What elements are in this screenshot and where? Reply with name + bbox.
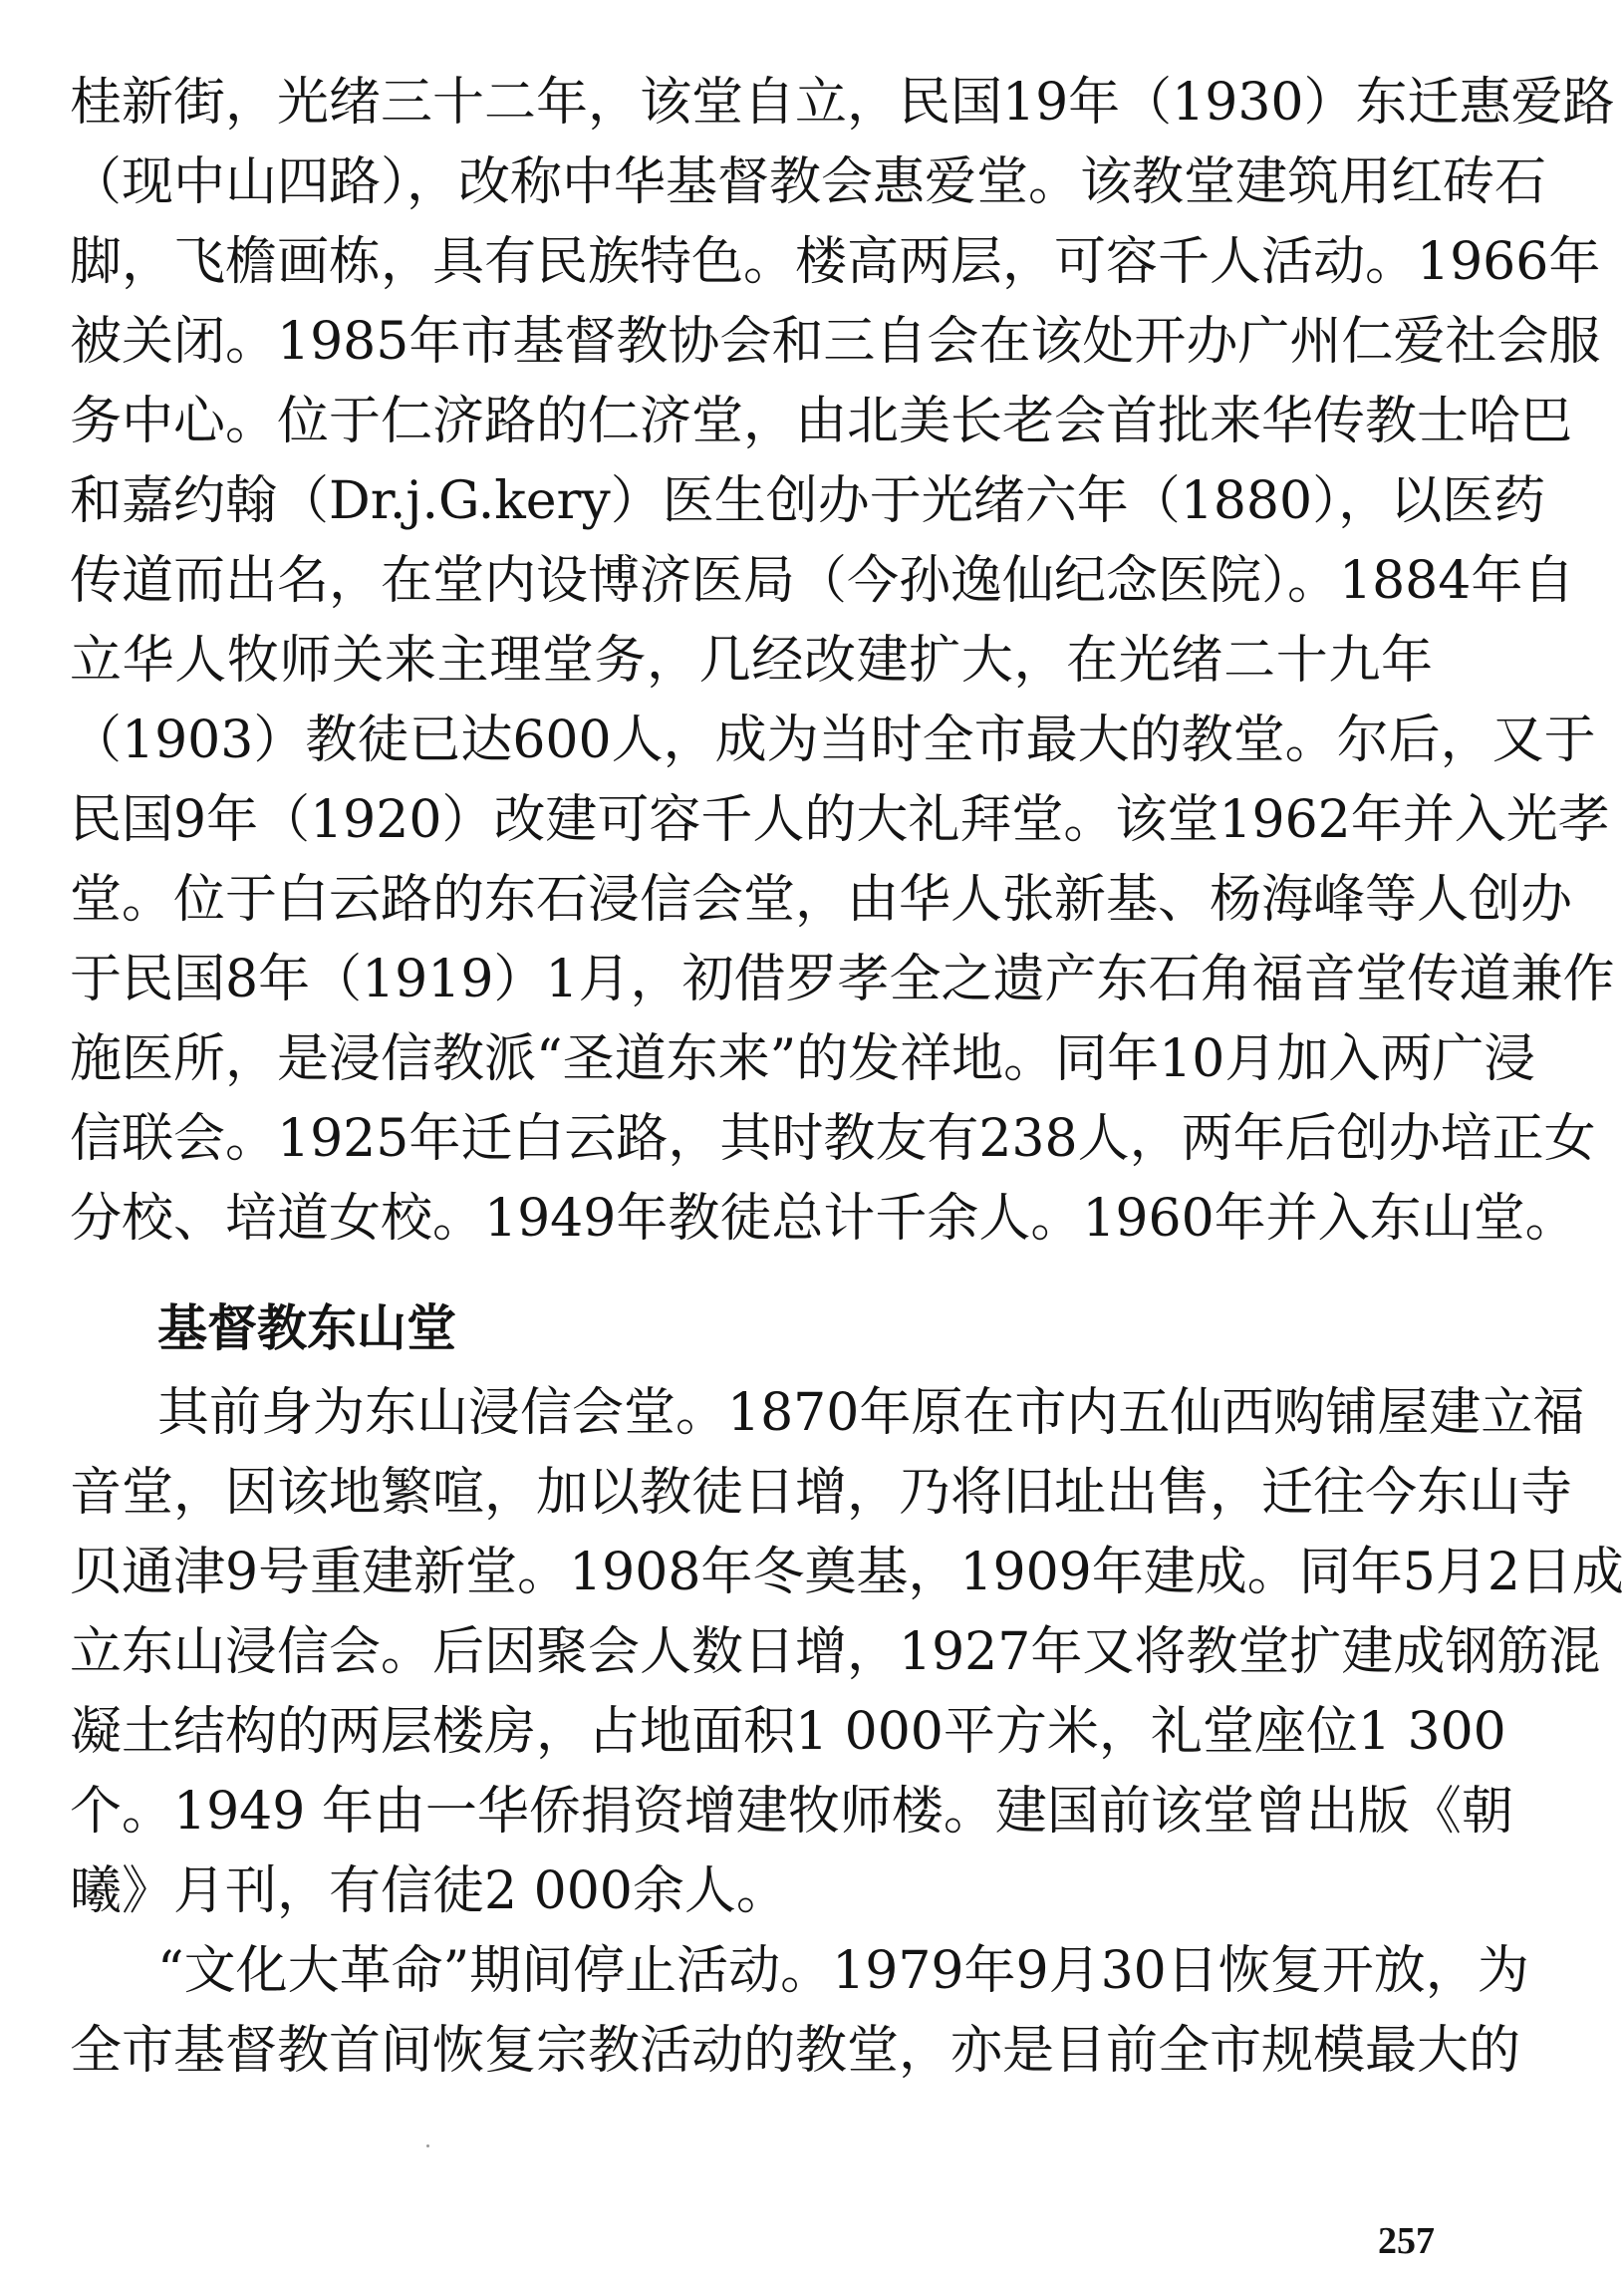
text-line: （现中山四路），改称中华基督教会惠爱堂。该教堂建筑用红砖石 [70, 152, 1547, 212]
text-line: 堂。位于白云路的东石浸信会堂，由华人张新基、杨海峰等人创办 [70, 870, 1573, 930]
text-line: 民国9年（1920）改建可容千人的大礼拜堂。该堂1962年并入光孝 [70, 790, 1610, 850]
text-line: 立华人牧师关来主理堂务，几经改建扩大，在光绪二十九年 [70, 631, 1433, 691]
text-line: 凝土结构的两层楼房，占地面积1 000平方米，礼堂座位1 300 [70, 1702, 1506, 1762]
text-line: 传道而出名，在堂内设博济医局（今孙逸仙纪念医院）。1884年自 [70, 551, 1575, 611]
text-line: 和嘉约翰（Dr.j.G.kery）医生创办于光绪六年（1880），以医药 [70, 471, 1546, 531]
text-line: “文化大革命”期间停止活动。1979年9月30日恢复开放，为 [157, 1941, 1529, 2001]
text-line: 个。1949 年由一华侨捐资增建牧师楼。建国前该堂曾出版《朝 [70, 1782, 1513, 1842]
text-line: 立东山浸信会。后因聚会人数日增，1927年又将教堂扩建成钢筋混 [70, 1622, 1601, 1682]
text-line: 其前身为东山浸信会堂。1870年原在市内五仙西购铺屋建立福 [157, 1383, 1585, 1443]
text-line: 全市基督教首间恢复宗教活动的教堂，亦是目前全市规模最大的 [70, 2021, 1521, 2081]
text-line: （1903）教徒已达600人，成为当时全市最大的教堂。尔后，又于 [70, 711, 1596, 770]
page-number: 257 [1378, 2220, 1435, 2262]
text-line: 施医所，是浸信教派“圣道东来”的发祥地。同年10月加入两广浸 [70, 1029, 1536, 1089]
text-line: 桂新街，光绪三十二年，该堂自立，民国19年（1930）东迁惠爱路 [70, 73, 1615, 133]
section-heading: 基督教东山堂 [157, 1298, 456, 1357]
text-line: 务中心。位于仁济路的仁济堂，由北美长老会首批来华传教士哈巴 [70, 392, 1573, 451]
text-line: 信联会。1925年迁白云路，其时教友有238人，两年后创办培正女 [70, 1109, 1596, 1169]
text-line: 分校、培道女校。1949年教徒总计千余人。1960年并入东山堂。 [70, 1189, 1577, 1249]
text-line: 贝通津9号重建新堂。1908年冬奠基，1909年建成。同年5月2日成 [70, 1543, 1624, 1602]
scan-speck [426, 2144, 429, 2147]
text-line: 于民国8年（1919）1月，初借罗孝全之遗产东石角福音堂传道兼作 [70, 950, 1615, 1009]
text-line: 曦》月刊，有信徒2 000余人。 [70, 1861, 788, 1921]
text-line: 脚，飞檐画栋，具有民族特色。楼高两层，可容千人活动。1966年 [70, 232, 1601, 292]
text-line: 音堂，因该地繁喧，加以教徒日增，乃将旧址出售，迁往今东山寺 [70, 1463, 1573, 1523]
text-line: 被关闭。1985年市基督教协会和三自会在该处开办广州仁爱社会服 [70, 312, 1601, 372]
